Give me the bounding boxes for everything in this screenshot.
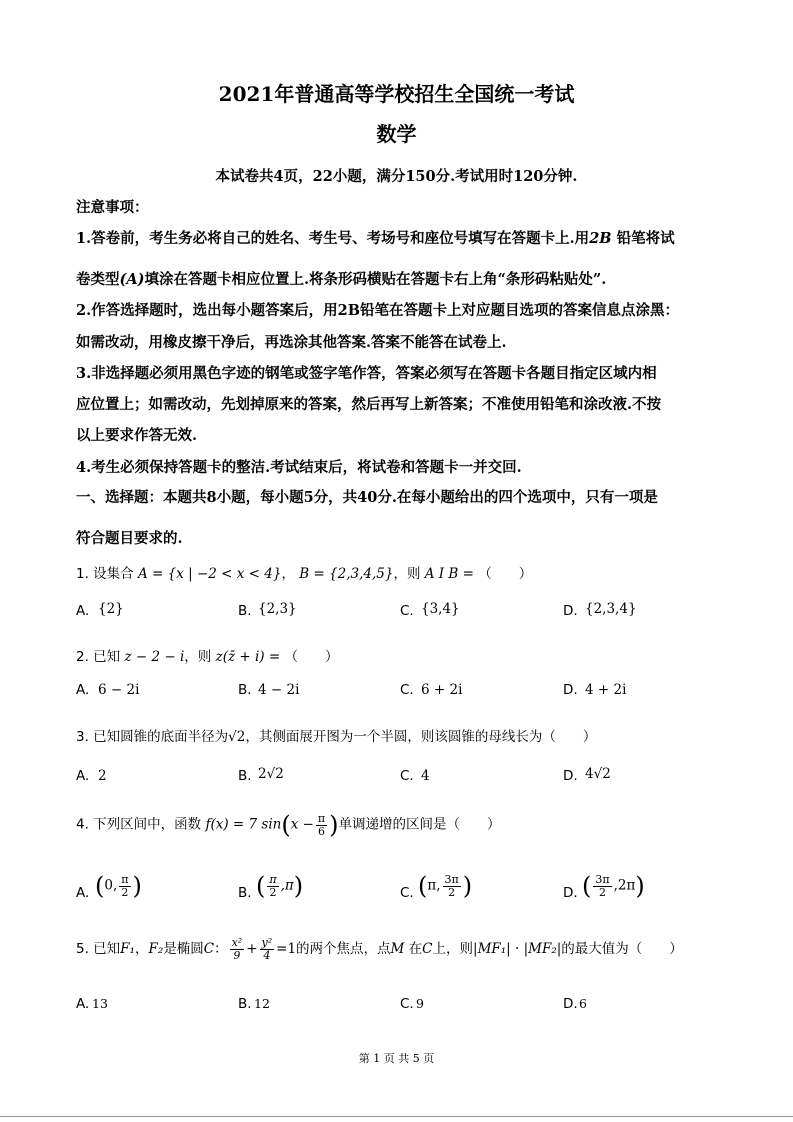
q1-option-a-label: A. (76, 603, 90, 619)
q4-option-c-label: C. (400, 885, 414, 901)
q3-option-d: 4√2 (585, 766, 611, 782)
q4-option-a: (0, $\frac{\pi}{2}$ ) (95, 872, 142, 900)
q2-condition: z − 2 − i (124, 649, 185, 665)
q3-option-a-label: A. (76, 768, 90, 784)
question-4: 4. 下列区间中，函数 f(x) = 7 sin(x − $\frac{\pi}{6}$ )单调递增的区间是（ ） (76, 811, 501, 839)
q3-option-d-label: D. (563, 768, 578, 784)
q5-is: 是椭圆 (163, 941, 204, 957)
q4-text: 单调递增的区间是（ ） (338, 816, 501, 833)
q2-option-b: 4 − 2i (258, 682, 300, 698)
q5-f2: F₂ (148, 941, 164, 957)
subject-title: 数学 (376, 122, 417, 146)
q2-option-d: 4 + 2i (585, 682, 627, 698)
page-footer: 第 1 页 共 5 页 (358, 1052, 435, 1065)
q1-comma: ， (281, 566, 295, 582)
note-1-text-a: 1.答卷前，考生务必将自己的姓名、考生号、考场号和座位号填写在答题卡上.用 (76, 230, 590, 247)
note-3-line-1: 3.非选择题必须用黑色字迹的钢笔或签字笔作答，答案必须写在答题卡各题目指定区域内相 (76, 365, 657, 382)
q5-expression: |MF₁| · |MF₂| (473, 941, 562, 957)
q2-option-a-label: A. (76, 682, 90, 698)
q1-option-c-label: C. (400, 603, 414, 619)
q2-option-a: 6 − 2i (98, 682, 140, 698)
note-1-line-1 (76, 227, 675, 248)
q2-option-c-label: C. (400, 682, 414, 698)
q1-option-b-label: B. (238, 603, 252, 619)
q5-f1: F₁ (120, 941, 135, 957)
q2-prefix: 2. 已知 (76, 649, 121, 665)
q5-x-term: $\frac{\text{x²}}{9}$ (231, 936, 243, 962)
q3-option-b: 2√2 (258, 766, 284, 782)
section-heading-line-2: 符合题目要求的. (76, 530, 183, 547)
note-1-text-c: 卷类型 (76, 271, 120, 288)
q1-prefix: 1. 设集合 (76, 566, 134, 582)
q4-option-d: ( $\frac{3\pi}{2}$ ,2π) (582, 872, 645, 900)
q3-prefix: 3. 已知圆锥的底面半径为 (76, 729, 229, 745)
q1-option-a: {2} (98, 601, 124, 617)
q5-option-b: 12 (254, 996, 270, 1011)
q3-value: √2 (228, 729, 246, 745)
q5-option-c-label: C. (400, 996, 414, 1012)
note-1-text-d: 填涂在答题卡相应位置上.将条形码横贴在答题卡右上角“条形码粘贴处”. (144, 271, 607, 288)
q3-option-a: 2 (98, 768, 107, 784)
q5-option-a: 13 (92, 996, 108, 1011)
question-3 (76, 725, 596, 745)
q4-prefix: 4. 下列区间中，函数 (76, 816, 202, 833)
note-3-line-2: 应位置上；如需改动，先划掉原来的答案，然后再写上新答案；不准使用铅笔和涂改液.不按 (76, 396, 662, 413)
question-5: 5. 已知F₁，F₂是椭圆C： $\frac{\text{x²}}{9}$ + $\frac{\text{y²}}{4}$ =1的两个焦点，点M 在C上，则|MF₁| · |MF₂|的最大值为（ ） (76, 936, 683, 962)
note-2-line-2: 如需改动，用橡皮擦干净后，再选涂其他答案.答案不能答在试卷上. (76, 334, 507, 351)
exam-title: 2021年普通高等学校招生全国统一考试 (218, 82, 575, 106)
q5-prefix: 5. 已知 (76, 941, 121, 957)
q5-option-d-label: D. (563, 996, 578, 1012)
q1-set-a: A = {x | −2 < x < 4} (137, 566, 282, 582)
q3-option-c-label: C. (400, 768, 414, 784)
note-4: 4.考生必须保持答题卡的整洁.考试结束后，将试卷和答题卡一并交回. (76, 459, 522, 476)
q4-option-a-label: A. (76, 885, 90, 901)
note-1-line-2 (76, 268, 606, 289)
q1-option-c: {3,4} (421, 601, 460, 617)
q4-option-b: ( $\frac{\pi}{2}$ ,π) (256, 872, 304, 900)
q3-option-b-label: B. (238, 768, 252, 784)
note-2-line-1: 2.作答选择题时，选出每小题答案后，用2B铅笔在答题卡上对应题目选项的答案信息点涂黑： (76, 302, 679, 319)
page-bottom-rule (0, 1116, 793, 1117)
q2-blank: （ ） (284, 649, 339, 665)
q1-set-b: B = {2,3,4,5} (299, 566, 394, 582)
note-1-pencil: 2B (589, 230, 612, 247)
q5-y-term: $\frac{\text{y²}}{4}$ (261, 936, 273, 962)
q5-point: M (390, 941, 405, 957)
q5-curve: C (203, 941, 215, 957)
q3-option-c: 4 (421, 768, 430, 784)
q5-option-b-label: B. (238, 996, 252, 1012)
q5-option-c: 9 (416, 996, 424, 1011)
q1-option-b: {2,3} (258, 601, 297, 617)
q4-frac-den: 6 (318, 824, 326, 838)
q4-arg: x − (290, 816, 314, 833)
q4-frac-num: π (317, 811, 326, 825)
q2-expression: z(z̄ + i) = (215, 649, 281, 665)
note-1-type: (A) (119, 271, 145, 288)
notes-heading: 注意事项： (76, 199, 149, 216)
q4-fraction (316, 813, 327, 838)
exam-info: 本试卷共4页，22小题，满分150分.考试用时120分钟. (215, 168, 578, 185)
q2-option-c: 6 + 2i (421, 682, 463, 698)
note-3-line-3: 以上要求作答无效. (76, 427, 198, 444)
q5-option-d: 6 (579, 996, 587, 1011)
q2-option-d-label: D. (563, 682, 578, 698)
q4-option-d-label: D. (563, 885, 578, 901)
section-heading-line-1: 一、选择题：本题共8小题，每小题5分，共40分.在每小题给出的四个选项中，只有一项是 (76, 489, 658, 506)
q1-blank: （ ） (478, 566, 533, 582)
q1-expression: A I B = (424, 566, 474, 582)
q4-option-c: (π, $\frac{3\pi}{2}$ ) (418, 872, 473, 900)
q1-option-d: {2,3,4} (585, 601, 637, 617)
q5-option-a-label: A. (76, 996, 90, 1012)
note-1-text-b: 铅笔将试 (611, 230, 675, 247)
q4-option-b-label: B. (238, 885, 252, 901)
q3-text: ，其侧面展开图为一个半圆，则该圆锥的母线长为（ ） (245, 729, 597, 745)
q1-option-d-label: D. (563, 603, 578, 619)
q1-then: ，则 (393, 566, 421, 582)
q2-then: ，则 (184, 649, 212, 665)
q4-function: f(x) = 7 sin (205, 816, 282, 833)
question-1 (76, 562, 532, 582)
question-2 (76, 645, 338, 665)
q2-option-b-label: B. (238, 682, 252, 698)
